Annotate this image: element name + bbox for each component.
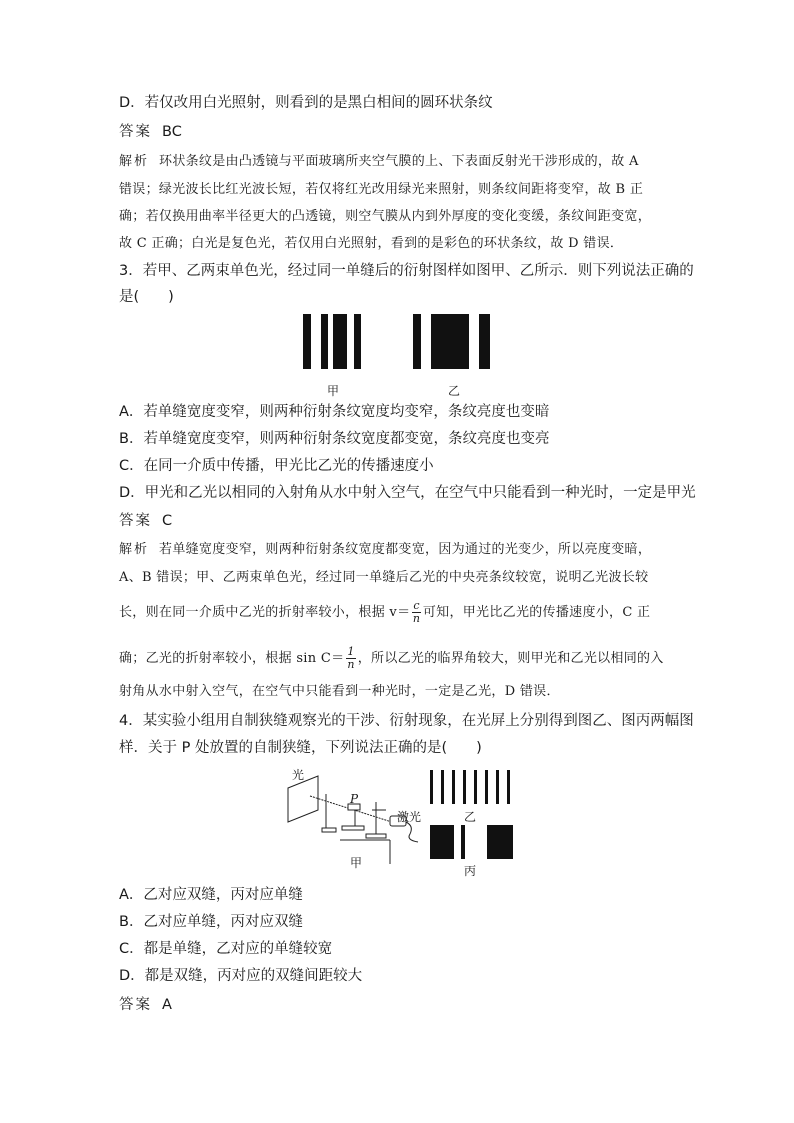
q2-explanation-line-4: 故 C 正确；白光是复色光，若仅用白光照射，看到的是彩色的环状条纹，故 D 错误． bbox=[119, 236, 624, 251]
q2-explanation-line-3: 确；若仅换用曲率半径更大的凸透镜，则空气膜从内到外厚度的变化变缓，条纹间距变宽， bbox=[119, 209, 652, 224]
explanation-text: 确；乙光的折射率较小，根据 sin C＝ bbox=[119, 651, 345, 666]
bing-fringe bbox=[487, 825, 513, 859]
q2-answer bbox=[119, 122, 182, 142]
q2-explanation-line-1 bbox=[119, 152, 639, 172]
fraction-denominator: n bbox=[347, 658, 355, 671]
fig-label-p: P bbox=[350, 792, 359, 806]
fig-label-jiguang: 激光 bbox=[397, 810, 422, 824]
jia-fringe bbox=[303, 314, 311, 369]
q3-explanation-line-1 bbox=[119, 540, 651, 560]
yi-fringe bbox=[507, 770, 510, 804]
q2-option-d: D．若仅改用白光照射，则看到的是黑白相间的圆环状条纹 bbox=[119, 95, 493, 111]
q4-option-b: B．乙对应单缝，丙对应双缝 bbox=[119, 914, 303, 930]
q3-option-b: B．若单缝宽度变窄，则两种衍射条纹宽度都变宽，条纹亮度也变亮 bbox=[119, 431, 550, 447]
q3-explanation-line-4 bbox=[119, 646, 664, 671]
answer-label: 答案 bbox=[119, 997, 152, 1013]
apparatus-figure bbox=[280, 766, 430, 871]
yi-fringe bbox=[430, 770, 433, 804]
fig-label-yi: 乙 bbox=[448, 384, 461, 398]
answer-label: 答案 bbox=[119, 513, 152, 529]
explanation-text: 环状条纹是由凸透镜与平面玻璃所夹空气膜的上、下表面反射光干涉形成的，故 A bbox=[159, 154, 639, 169]
yi-fringe bbox=[479, 314, 490, 369]
explanation-text: 长，则在同一介质中乙光的折射率较小，根据 v＝ bbox=[119, 605, 411, 620]
q4-stem-line-2: 样．关于 P 处放置的自制狭缝，下列说法正确的是( ) bbox=[119, 740, 482, 756]
diffraction-figure bbox=[300, 312, 500, 402]
q4-answer bbox=[119, 995, 172, 1015]
yi-fringe bbox=[485, 770, 488, 804]
pattern-figures bbox=[428, 770, 518, 880]
yi-fringe bbox=[496, 770, 499, 804]
jia-fringe bbox=[333, 314, 347, 369]
yi-fringe bbox=[463, 770, 466, 804]
fraction-1-over-n bbox=[346, 646, 355, 671]
q3-stem-line-2: 是( ) bbox=[119, 289, 174, 305]
explanation-text: 可知，甲光比乙光的传播速度小，C 正 bbox=[422, 605, 651, 620]
yi-fringe bbox=[474, 770, 477, 804]
yi-fringe bbox=[441, 770, 444, 804]
q3-explanation-line-2: A、B 错误；甲、乙两束单色光，经过同一单缝后乙光的中央亮条纹较宽，说明乙光波长较 bbox=[119, 570, 649, 585]
q3-explanation-line-3 bbox=[119, 600, 650, 625]
answer-value: A bbox=[162, 997, 172, 1013]
yi-fringe bbox=[452, 770, 455, 804]
fig-label-yi: 乙 bbox=[464, 810, 477, 824]
bing-fringe bbox=[461, 825, 465, 859]
jia-fringe bbox=[321, 314, 328, 369]
q3-explanation-line-5: 射角从水中射入空气，在空气中只能看到一种光时，一定是乙光，D 错误． bbox=[119, 684, 560, 699]
explanation-label: 解析 bbox=[119, 154, 150, 169]
explanation-label: 解析 bbox=[119, 542, 150, 557]
explanation-text: ，所以乙光的临界角较大，则甲光和乙光以相同的入 bbox=[357, 651, 664, 666]
fig-label-guang: 光 bbox=[292, 768, 305, 782]
q3-stem-line-1: 3．若甲、乙两束单色光，经过同一单缝后的衍射图样如图甲、乙所示．则下列说法正确的 bbox=[119, 263, 694, 279]
q4-option-d: D．都是双缝，丙对应的双缝间距较大 bbox=[119, 968, 363, 984]
fig-label-jia: 甲 bbox=[350, 856, 363, 870]
fraction-numerator: 1 bbox=[347, 645, 355, 658]
q4-option-c: C．都是单缝，乙对应的单缝较宽 bbox=[119, 941, 333, 957]
bing-fringe bbox=[430, 825, 454, 859]
fraction-denominator: n bbox=[412, 612, 421, 625]
q3-option-a: A．若单缝宽度变窄，则两种衍射条纹宽度均变窄，条纹亮度也变暗 bbox=[119, 404, 550, 420]
yi-fringe bbox=[413, 314, 421, 369]
answer-value: C bbox=[162, 513, 173, 529]
q4-option-a: A．乙对应双缝，丙对应单缝 bbox=[119, 887, 303, 903]
yi-fringe bbox=[431, 314, 469, 369]
q2-explanation-line-2: 错误；绿光波长比红光波长短，若仅将红光改用绿光来照射，则条纹间距将变窄，故 B 正 bbox=[119, 182, 644, 197]
explanation-text: 若单缝宽度变窄，则两种衍射条纹宽度都变宽，因为通过的光变少，所以亮度变暗， bbox=[159, 542, 652, 557]
answer-label: 答案 bbox=[119, 124, 152, 140]
q3-option-d: D．甲光和乙光以相同的入射角从水中射入空气，在空气中只能看到一种光时，一定是甲光 bbox=[119, 485, 696, 501]
fraction-c-over-n bbox=[412, 600, 420, 625]
fig-label-jia: 甲 bbox=[327, 384, 340, 398]
q4-stem-line-1: 4．某实验小组用自制狭缝观察光的干涉、衍射现象，在光屏上分别得到图乙、图丙两幅图 bbox=[119, 713, 694, 729]
fraction-numerator: c bbox=[413, 599, 420, 612]
q3-option-c: C．在同一介质中传播，甲光比乙光的传播速度小 bbox=[119, 458, 434, 474]
q3-answer bbox=[119, 511, 172, 531]
fig-label-bing: 丙 bbox=[464, 864, 477, 878]
answer-value: BC bbox=[162, 124, 182, 140]
jia-fringe bbox=[354, 314, 361, 369]
